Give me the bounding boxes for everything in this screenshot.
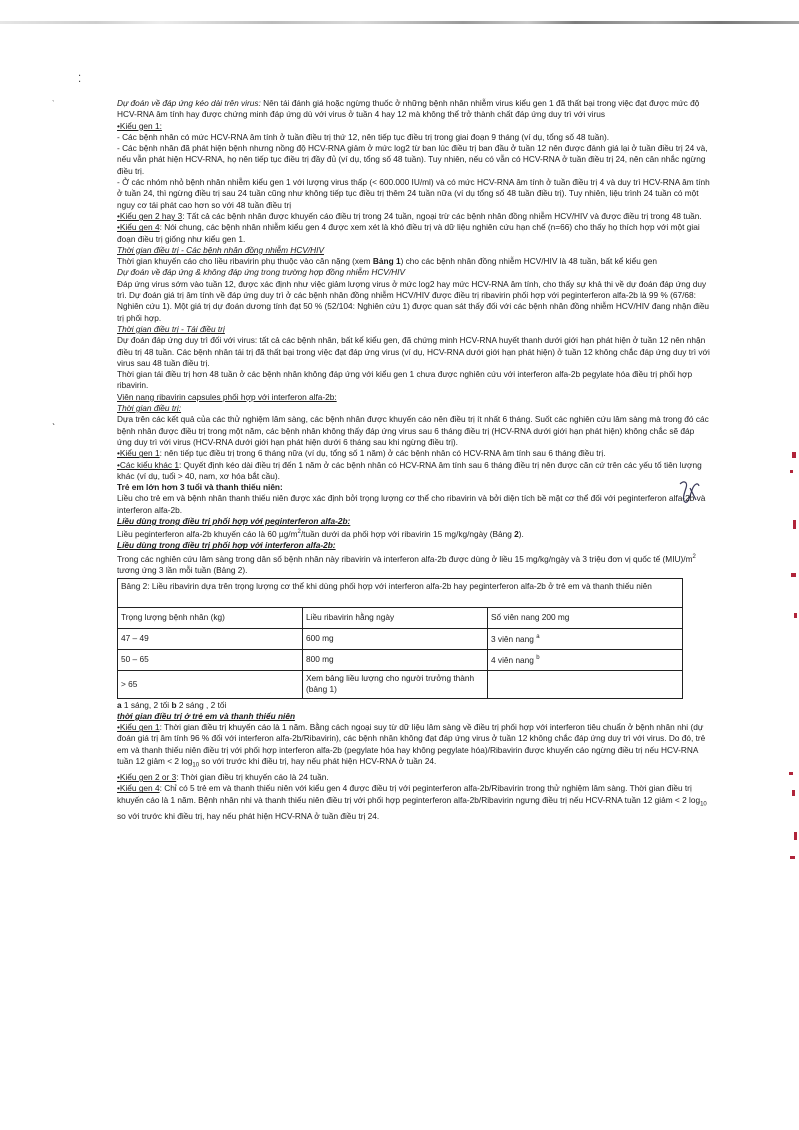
text: ) cho các bệnh nhân đồng nhiễm HCV/HIV là 48 tuần, bất kể kiểu gen — [400, 256, 658, 267]
text: : Quyết định kéo dài điều trị đến 1 năm ở các bệnh nhân có HCV-RNA âm tính sau 6 tháng điều trị nên được căn cứ trên các yếu tố tiên lượng khác (ví dụ, tuổi > 40, nam, xơ hóa bắt cầu). — [117, 459, 702, 481]
table-row — [118, 650, 683, 671]
text: Trong các nghiên cứu lâm sàng trong dân số bệnh nhân này ribavirin và interferon alfa-2b được dùng ở liều 15 mg/kg/ngày và 3 triệu đơn vị quốc tế (MIU)/m — [117, 553, 693, 564]
table-cell: 50 – 65 — [118, 650, 303, 671]
table-row — [118, 671, 683, 699]
text: /tuần dưới da phối hợp với ribavirin 15 mg/kg/ngày (Bảng — [300, 529, 515, 540]
paragraph — [117, 98, 711, 121]
margin-mark — [794, 832, 797, 840]
footnote-marker: a — [536, 634, 540, 641]
genotype-label: •Kiểu gen 1 — [117, 448, 160, 459]
paragraph — [117, 527, 711, 540]
paragraph — [117, 256, 711, 267]
text: : Thời gian điều trị khuyến cáo là 1 năm. Bằng cách ngoại suy từ dữ liệu lâm sàng về điều trị phối hợp với interferon tiêu chuẩn ở bệnh nhân nhi (dự đoán giá trị âm tính 96 % đối với interferon alfa-2b/Ribavirin), các bệnh nhân không đạt đáp ứng virus ở tuần 12 không chắc đáp ứng duy trì với virus. Do đó, trẻ em và thanh thiếu niên điều trị với phối hợp interferon alfa-2b (pegylate hóa hay không pegylate hóa)/Ribavirin được khuyến cáo ngừng điều trị nếu HCV-RNA tuần 12 giảm < 2 log — [117, 722, 706, 767]
section-heading: Trẻ em lớn hơn 3 tuổi và thanh thiếu niên: — [117, 482, 283, 493]
margin-mark — [791, 573, 796, 577]
scan-artifact-speck: ˎ — [52, 93, 55, 102]
text: Nên tái đánh giá hoặc ngừng thuốc ở những bệnh nhân nhiễm virus kiểu gen 1 đã thất bại trong việc đạt được mức độ HCV-RNA âm tính hay được chứng minh đáp ứng dù với virus ở tuần 4 hay 12 mà không thể trở thành chất đáp ứng duy trì với virus — [117, 98, 700, 120]
subheading: Thời gian điều trị: — [117, 403, 182, 414]
footnote-marker: b — [171, 699, 177, 710]
cell-text: 3 viên nang — [491, 634, 534, 645]
paragraph — [117, 211, 711, 222]
paragraph — [117, 552, 711, 576]
text: : Chỉ có 5 trẻ em và thanh thiếu niên với kiểu gen 4 được điều trị với peginterferon alfa-2b/Ribavirin trong thử nghiệm lâm sàng. Thời gian điều trị khuyến cáo là 1 năm. Bệnh nhân nhi và thanh thiếu niên điều trị với phối hợp peginterferon alfa-2b/Ribavirin ngưng điều trị nếu HCV-RNA tuần 12 giảm < 2 log — [117, 783, 701, 805]
subscript: 10 — [700, 801, 707, 808]
table-row — [118, 629, 683, 650]
table-cell: Xem bảng liều lượng cho người trưởng thành (bảng 1) — [303, 671, 488, 699]
paragraph: - Ở các nhóm nhỏ bệnh nhân nhiễm kiểu gen 1 với lượng virus thấp (< 600.000 IU/ml) và có mức HCV-RNA âm tính ở tuần điều trị 4 và duy trì HCV-RNA âm tính ở tuần 24, thì ngừng điều trị sau 24 tuần cũng như không tiếp tục điều trị thêm 24 tuần nữa (ví dụ tổng số 48 tuần điều trị). Tuy nhiên, liệu trình 24 tuần có một nguy cơ tái phát cao hơn so với 48 tuần điều trị — [117, 177, 710, 210]
paragraph: Dự đoán đáp ứng duy trì đối với virus: tất cả các bệnh nhân, bất kể kiểu gen, đã chứng minh HCV-RNA huyết thanh dưới giới hạn phát hiện ở tuần 12 nên nhận điều trị 48 tuần. Các bệnh nhân tái trị đã thất bại trong việc đạt đáp ứng virus (ví dụ, HCV-RNA dưới giới hạn phát hiện) ở tuần 12 không chắc đáp ứng duy trì với virus sau 48 tuần điều trị. — [117, 335, 710, 368]
paragraph: Liều cho trẻ em và bệnh nhân thanh thiếu niên được xác định bởi trọng lượng cơ thể cho ribavirin và bởi diện tích bề mặt cơ thể đối với peginterferon alfa-2b và interferon alfa-2b. — [117, 493, 706, 515]
table-ref: 2 — [514, 529, 519, 540]
paragraph — [117, 783, 711, 822]
paragraph: Thời gian tái điều trị hơn 48 tuần ở các bệnh nhân không đáp ứng với kiểu gen 1 chưa được nghiên cứu với interferon alfa-2b pegylate hóa điều trị phối hợp ribavirin. — [117, 369, 693, 391]
text: so với trước khi điều trị, hay nếu phát hiện HCV-RNA ở tuần 24. — [199, 756, 437, 767]
paragraph: Đáp ứng virus sớm vào tuần 12, được xác định như việc giảm lượng virus ở mức log2 hay mức HCV-RNA âm tính, cho thấy sự khả thi về dự đoán đáp ứng duy trì. Dự đoán giá trị âm tính về đáp ứng duy trì ở các bệnh nhân đồng nhiễm HCV/HIV được điều trị ribavirin phối hợp với peginterferon alfa-2b là 99 % (67/68: Nghiên cứu 1). Một giá trị dự đoán dương tính đạt 50 % (52/104: Nghiên cứu 1) được quan sát thấy đối với các bệnh nhân đồng nhiễm HCV/HIV đang nhận điều trị phối hợp. — [117, 278, 710, 323]
table-caption: Bảng 2: Liều ribavirin dựa trên trọng lượng cơ thể khi dùng phối hợp với interferon alfa-2b hay peginterferon alfa-2b ở trẻ em và thanh thiếu niên — [118, 579, 683, 608]
margin-mark — [793, 520, 796, 529]
text: so với trước khi điều trị, hay nếu phát hiện HCV-RNA ở tuần điều trị 24. — [117, 810, 380, 821]
text: 1 sáng, 2 tối — [121, 699, 172, 710]
table-header: Số viên nang 200 mg — [488, 608, 683, 629]
footnote-marker: a — [117, 699, 122, 710]
margin-mark — [790, 470, 793, 473]
table-header: Trọng lượng bệnh nhân (kg) — [118, 608, 303, 629]
text: : Thời gian điều trị khuyến cáo là 24 tuần. — [176, 772, 329, 783]
paragraph: - Các bệnh nhân có mức HCV-RNA âm tính ở tuần điều trị thứ 12, nên tiếp tục điều trị trong giai đoạn 9 tháng (ví dụ, tổng số 48 tuần). — [117, 131, 610, 142]
table-ref: Bảng 1 — [372, 256, 401, 267]
genotype-label: •Kiểu gen 2 or 3 — [117, 772, 177, 783]
subheading: Dự đoán về đáp ứng kéo dài trên virus: — [117, 98, 261, 108]
text: Liều peginterferon alfa-2b khuyến cáo là 60 µg/m — [117, 529, 298, 540]
table-cell — [488, 629, 683, 650]
scan-artifact-tick: ˋ — [52, 423, 56, 434]
document-body — [117, 98, 711, 822]
paragraph — [117, 460, 711, 483]
genotype-heading: •Kiểu gen 1: — [117, 120, 162, 131]
section-heading: Viên nang ribavirin capsules phối hợp với interferon alfa-2b: — [117, 391, 337, 402]
subscript: 10 — [192, 762, 200, 769]
dosage-table — [117, 578, 683, 699]
section-heading: thời gian điều trị ở trẻ em và thanh thiếu niên — [117, 710, 296, 721]
paragraph — [117, 772, 711, 783]
table-header: Liều ribavirin hằng ngày — [303, 608, 488, 629]
table-cell: 800 mg — [303, 650, 488, 671]
table-footnote — [117, 700, 711, 711]
section-heading: Thời gian điều trị - Tái điều trị — [117, 323, 225, 334]
paragraph: Dựa trên các kết quả của các thử nghiệm lâm sàng, các bệnh nhân được khuyến cáo nên điều trị ít nhất 6 tháng. Suốt các nghiên cứu lâm sàng mà trong đó các bệnh nhân được điều trị trong một năm, các bệnh nhân không thấy đáp ứng virus sau 6 tháng điều trị (HCV-RNA dưới giới hạn phát hiện) không chắc sẽ đáp ứng duy trì với virus (HCV-RNA dưới giới hạn phát hiện dưới 6 tháng sau khi ngừng điều trị). — [117, 414, 709, 447]
scan-edge-line — [0, 21, 799, 24]
margin-mark — [792, 452, 796, 458]
text: : Tất cả các bệnh nhân được khuyến cáo điều trị trong 24 tuần, ngoại trừ các bệnh nhân đồng nhiễm HCV/HIV và được điều trị trong 48 tuần. — [182, 210, 702, 221]
margin-mark — [794, 613, 797, 618]
cell-text: 4 viên nang — [491, 655, 534, 666]
subheading: Dự đoán về đáp ứng & không đáp ứng trong trường hợp đồng nhiễm HCV/HIV — [117, 267, 405, 278]
text: tương ứng 3 lần mỗi tuần (Bảng 2). — [117, 564, 248, 575]
table-cell — [488, 650, 683, 671]
margin-mark — [792, 790, 795, 796]
superscript: 2 — [297, 529, 301, 536]
genotype-label: •Các kiểu khác 1 — [117, 459, 179, 470]
margin-mark — [790, 856, 795, 859]
margin-mark — [789, 772, 793, 775]
table-cell — [488, 671, 683, 699]
paragraph: - Các bệnh nhân đã phát hiện bệnh nhưng nồng độ HCV-RNA giảm ở mức log2 từ ban lúc điều trị ban đầu ở tuần 12 nên được đánh giá lại ở tuần điều trị 24 và, nếu vẫn phát hiện HCV-RNA, họ nên tiếp tục điều trị đầy đủ (ví dụ, tổng số 48 tuần). Tuy nhiên, nếu có vẫn có HCV-RNA ở tuần điều trị 24, nên cân nhắc ngừng điều trị. — [117, 143, 708, 176]
text: Thời gian khuyến cáo cho liều ribavirin phụ thuộc vào cân nặng (xem — [117, 256, 373, 267]
section-heading: Liều dùng trong điều trị phối hợp với interferon alfa-2b: — [117, 540, 336, 551]
table-cell: 47 – 49 — [118, 629, 303, 650]
superscript: 2 — [692, 553, 696, 560]
genotype-label: •Kiểu gen 1 — [117, 722, 160, 733]
section-heading: Thời gian điều trị - Các bệnh nhân đồng nhiễm HCV/HIV — [117, 244, 325, 255]
section-heading: Liều dùng trong điều trị phối hợp với peginterferon alfa-2b: — [117, 515, 351, 526]
text: : nên tiếp tục điều trị trong 6 tháng nữa (ví dụ, tổng số 1 năm) ở các bệnh nhân có HCV-RNA âm tính sau 6 tháng điều trị. — [159, 448, 606, 459]
text: ). — [518, 529, 524, 540]
genotype-label: •Kiểu gen 4 — [117, 222, 160, 233]
footnote-marker: b — [536, 655, 540, 662]
table-cell: 600 mg — [303, 629, 488, 650]
paragraph — [117, 448, 711, 459]
table-cell: > 65 — [118, 671, 303, 699]
table-header-row — [118, 608, 683, 629]
text: : Nói chung, các bệnh nhân nhiễm kiểu gen 4 được xem xét là khó điều trị và dữ liệu nghiên cứu hạn chế (n=66) cho thấy họ thích hợp với một giai đoạn điều trị giống như kiểu gen 1. — [117, 222, 700, 244]
paragraph — [117, 722, 711, 772]
genotype-label: •Kiểu gen 2 hay 3 — [117, 210, 183, 221]
genotype-label: •Kiểu gen 4 — [117, 783, 160, 794]
text: 2 sáng , 2 tối — [176, 699, 227, 710]
paragraph — [117, 222, 711, 245]
scan-artifact-dots: ⁚ — [78, 74, 82, 85]
